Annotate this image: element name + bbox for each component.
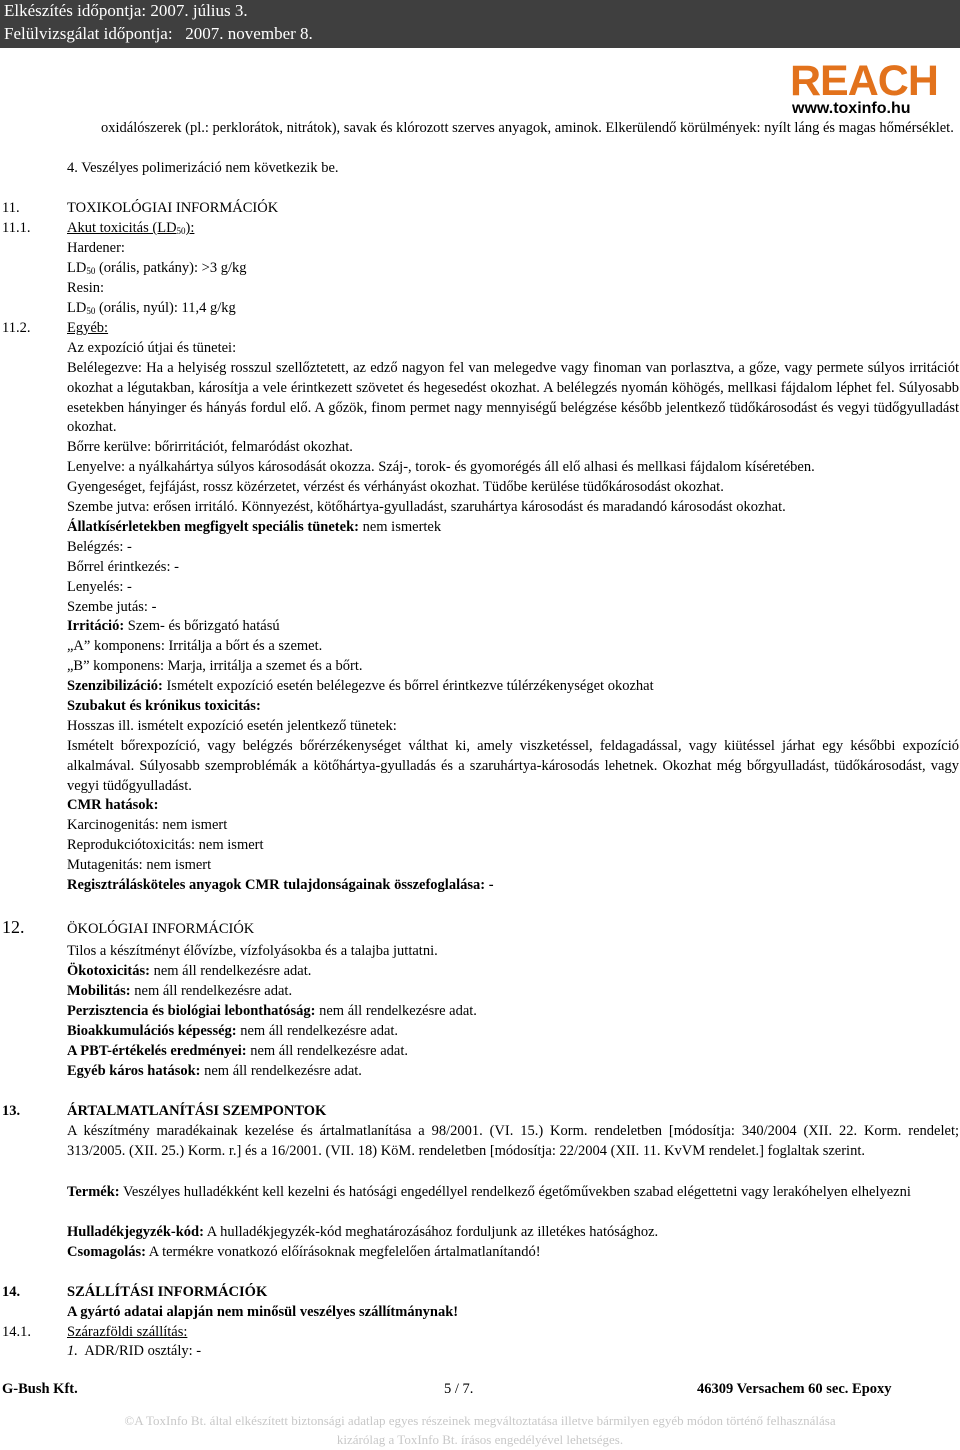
- logo-word: REACH: [790, 57, 938, 105]
- mutagenicity: Mutagenitás: nem ismert: [67, 857, 212, 873]
- sec10-paragraph: oxidálószerek (pl.: perklorátok, nitrátok), savak és klórozott szerves anyagok, aminok. Elkerülendő körülmények: nyílt láng és magas hőmérséklet.: [101, 120, 954, 136]
- sec14-1-title: Szárazföldi szállítás:: [67, 1324, 188, 1340]
- mobility-line: Mobilitás: nem áll rendelkezésre adat.: [67, 983, 293, 999]
- swallow-line-1: Lenyelve: a nyálkahártya súlyos károsodását okozza. Száj-, torok- és gyomorégés áll elő alhasi és mellkasi fájdalom kíséretében.: [67, 459, 815, 475]
- registration-summary: Regisztrálásköteles anyagok CMR tulajdonságainak összefoglalása: -: [67, 877, 494, 893]
- packaging-line: Csomagolás: A termékre vonatkozó előírásoknak megfelelően ártalmatlanítandó!: [67, 1244, 541, 1260]
- pbt-line: A PBT-értékelés eredményei: nem áll rendelkezésre adat.: [67, 1043, 409, 1059]
- adr-line: 1. ADR/RID osztály: -: [67, 1343, 202, 1359]
- ecotoxicity-line: Ökotoxicitás: nem áll rendelkezésre adat.: [67, 963, 312, 979]
- sec10-item4: 4. Veszélyes polimerizáció nem következik be.: [67, 160, 339, 176]
- sec11-1-number: 11.1.: [2, 220, 31, 236]
- exposure-heading: Az expozíció útjai és tünetei:: [67, 340, 237, 356]
- logo-url: www.toxinfo.hu: [792, 100, 911, 117]
- header-band: [0, 0, 960, 48]
- sec12-number: 12.: [2, 917, 25, 937]
- carcinogenicity: Karcinogenitás: nem ismert: [67, 817, 228, 833]
- component-b: „B” komponens: Marja, irritálja a szemet és a bőrt.: [67, 658, 363, 674]
- sec11-title: TOXIKOLÓGIAI INFORMÁCIÓK: [67, 200, 279, 216]
- sec11-number: 11.: [2, 200, 20, 216]
- revised-date: Felülvizsgálat időpontja: 2007. november 8.: [4, 24, 313, 43]
- footer-company: G-Bush Kft.: [2, 1381, 78, 1397]
- sec14-note: A gyártó adatai alapján nem minősül veszélyes szállítmánynak!: [67, 1304, 459, 1320]
- footer-page: 5 / 7.: [444, 1381, 474, 1397]
- sec13-paragraph: A készítmény maradékainak kezelése és ártalmatlanítása a 98/2001. (VI. 15.) Korm. rendeletben [módosítja: 340/2004 (XII. 22. Korm. rendelet; 313/2005. (XII. 25.) Korm. r.] és a 16/2001. (VII. 18) KöM. rendeletben [módosítja: 22/2004 (XII. 11. KvVM rendelet.] foglaltak szerint.: [67, 1123, 959, 1159]
- inhalation-paragraph: Belélegezve: Ha a helyiség rosszul szellőztetett, az edző nagyon fel van melegedve vagy finoman van porlasztva, a gőze, vagy permete súlyos irritációt okozhat a légutakban, károsítja a vele érintkezett szövetet és hegesedést okozhat. A belélegzés nyomán köhögés, mellkasi fájdalom léphet fel. Súlyosabb esetekben hányinger és hányás fordul elő. A gőzök, finom permet nagy mennyiségű belégzése később jelentkező tüdőkárosodást és vegyi tüdőgyulladást okozhat.: [67, 360, 959, 436]
- sec11-1-title: Akut toxicitás $(LD_{50})$:: [67, 220, 195, 236]
- waste-code-line: Hulladékjegyzék-kód: A hulladékjegyzék-kód meghatározásához forduljunk az illetékes hatósághoz.: [67, 1224, 659, 1240]
- bioaccumulation-line: Bioakkumulációs képesség: nem áll rendelkezésre adat.: [67, 1023, 399, 1039]
- cmr-heading: CMR hatások:: [67, 797, 159, 813]
- copyright-line-1: ©A ToxInfo Bt. által elkészített biztonsági adatlap egyes részeinek megváltoztatása illetve bármilyen egyéb módon történő felhasználása: [124, 1413, 836, 1428]
- other-effects-line: Egyéb káros hatások: nem áll rendelkezésre adat.: [67, 1063, 362, 1079]
- skin-contact-short: Bőrrel érintkezés: -: [67, 559, 179, 575]
- created-date: Elkészítés időpontja: 2007. július 3.: [4, 1, 248, 20]
- sec11-2-title: Egyéb:: [67, 320, 109, 336]
- animal-line: Állatkísérletekben megfigyelt speciális tünetek: nem ismertek: [67, 519, 442, 535]
- hardener-label: Hardener:: [67, 240, 125, 256]
- persistence-line: Perzisztencia és biológiai lebonthatóság: nem áll rendelkezésre adat.: [67, 1003, 477, 1019]
- swallow-line-2: Gyengeséget, fejfájást, rossz közérzetet, vérzést és vérhányást okozhat. Tüdőbe kerülése tüdőkárosodást okozhat.: [67, 479, 724, 495]
- copyright-line-2: kizárólag a ToxInfo Bt. írásos engedélyével lehetséges.: [336, 1432, 624, 1447]
- resin-ld50: $LD_{50}$ (orális, nyúl): 11,4 g/kg: [67, 300, 236, 316]
- subacute-heading: Szubakut és krónikus toxicitás:: [67, 698, 261, 714]
- hardener-ld50: $LD_{50}$ (orális, patkány): >3 g/kg: [67, 260, 247, 276]
- eye-line: Szembe jutva: erősen irritáló. Könnyezést, kötőhártya-gyulladást, szaruhártya károsodást és maradandó károsodást okozhat.: [67, 499, 786, 515]
- reproductive-toxicity: Reprodukciótoxicitás: nem ismert: [67, 837, 264, 853]
- sec11-2-number: 11.2.: [2, 320, 31, 336]
- sec14-number: 14.: [2, 1284, 21, 1300]
- sec13-title: ÁRTALMATLANÍTÁSI SZEMPONTOK: [67, 1103, 327, 1119]
- skin-line: Bőrre kerülve: bőrirritációt, felmaródást okozhat.: [67, 439, 353, 455]
- sec12-paragraph: Tilos a készítményt élővízbe, vízfolyásokba és a talajba juttatni.: [67, 943, 438, 959]
- product-paragraph: Termék: Veszélyes hulladékként kell kezelni és hatósági engedéllyel rendelkező égetőművekben szabad elégettetni vagy lerakóhelyen elhelyezni: [67, 1184, 911, 1200]
- sec14-1-number: 14.1.: [2, 1324, 31, 1340]
- eye-contact-short: Szembe jutás: -: [67, 599, 157, 615]
- sec12-title: ÖKOLÓGIAI INFORMÁCIÓK: [67, 921, 255, 937]
- inhalation-short: Belégzés: -: [67, 539, 132, 555]
- sensitization-line: Szenzibilizáció: Ismételt expozíció esetén belélegezve és bőrrel érintkezve túlérzékenységet okozhat: [67, 678, 654, 694]
- reach-logo: [790, 57, 938, 122]
- sec13-number: 13.: [2, 1103, 21, 1119]
- resin-label: Resin:: [67, 280, 105, 296]
- footer-product: 46309 Versachem 60 sec. Epoxy: [697, 1381, 892, 1397]
- longterm-line: Hosszas ill. ismételt expozíció esetén jelentkező tünetek:: [67, 718, 397, 734]
- irritation-line: Irritáció: Szem- és bőrizgató hatású: [67, 618, 280, 634]
- sec14-title: SZÁLLÍTÁSI INFORMÁCIÓK: [67, 1284, 268, 1300]
- ingestion-short: Lenyelés: -: [67, 579, 132, 595]
- repeat-paragraph: Ismételt bőrexpozíció, vagy belégzés bőrérzékenységet válthat ki, amely viszketéssel, feldagadással, vagy kiütéssel járhat egy későbbi expozíció alkalmával. Súlyosabb szemproblémák a kötőhártya-gyulladás és a szaruhártya-károsodás lehetnek. Okozhat még bőrgyulladást, tüdőkárosodást, vagy vegyi tüdőgyulladást.: [67, 738, 959, 794]
- component-a: „A” komponens: Irritálja a bőrt és a szemet.: [67, 638, 323, 654]
